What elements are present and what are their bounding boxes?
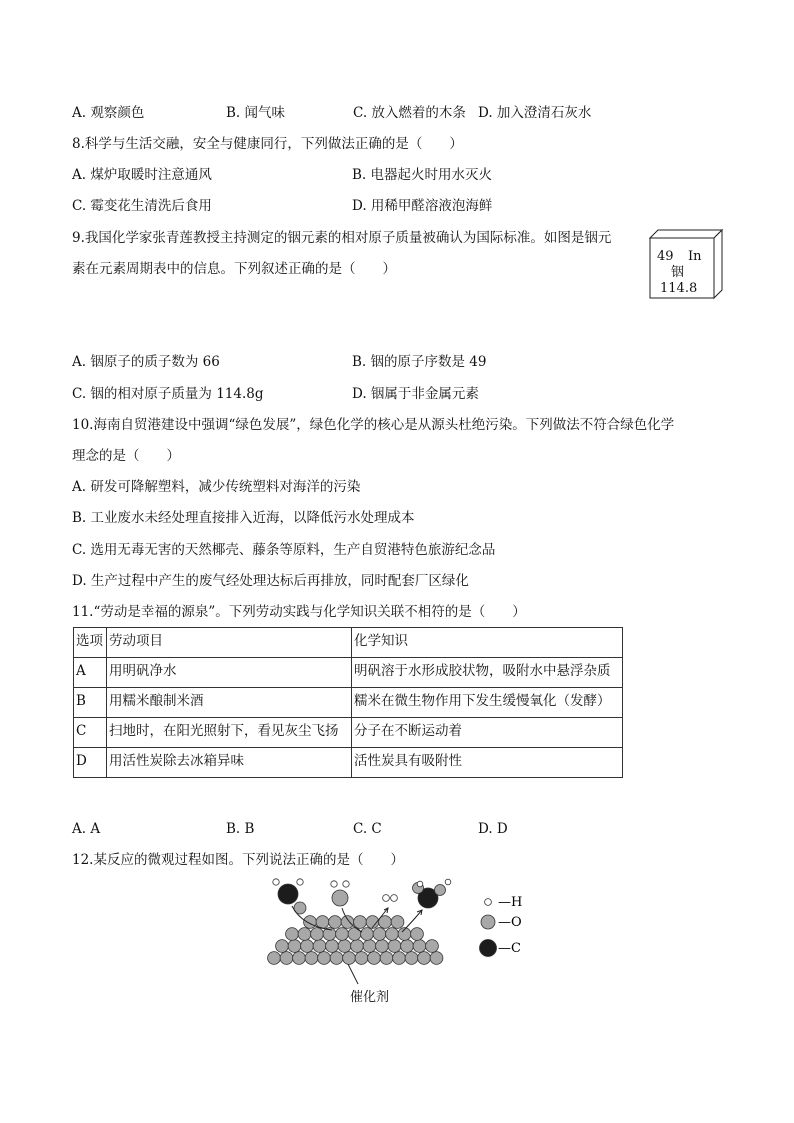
legend-oxygen-icon xyxy=(481,915,495,929)
q11-option-b: B. B xyxy=(226,821,255,837)
reaction-illustration xyxy=(262,876,542,986)
table-cell: A xyxy=(74,658,107,688)
q8-option-c: C. 霉变花生清洗后食用 xyxy=(72,198,212,214)
hydrogen-atom xyxy=(273,879,279,885)
catalyst-atom xyxy=(305,952,318,965)
catalyst-atom xyxy=(326,940,339,953)
catalyst-atom xyxy=(426,940,439,953)
catalyst-atom xyxy=(280,952,293,965)
catalyst-atom xyxy=(368,952,381,965)
legend-label: —C xyxy=(498,941,521,956)
table-cell: D xyxy=(74,748,107,778)
q11-stem: 11.“劳动是幸福的源泉”。下列劳动实践与化学知识关联不相符的是（ ） xyxy=(72,604,526,620)
catalyst-atom xyxy=(338,940,351,953)
element-name: 铟 xyxy=(671,265,685,280)
reaction-micro-diagram xyxy=(262,876,542,1006)
q9-stem-line1: 9.我国化学家张青莲教授主持测定的铟元素的相对原子质量被确认为国际标准。如图是铟元 xyxy=(72,230,612,246)
q9-option-c: C. 铟的相对原子质量为 114.8g xyxy=(72,386,264,402)
hydrogen-atom xyxy=(383,895,390,902)
hydrogen-atom xyxy=(331,881,337,887)
catalyst-atom xyxy=(298,928,311,941)
q10-option-a: A. 研发可降解塑料，减少传统塑料对海洋的污染 xyxy=(72,479,361,495)
table-row xyxy=(74,748,623,778)
element-atomic-number: 49 xyxy=(657,249,674,264)
catalyst-atom xyxy=(401,940,414,953)
catalyst-atom xyxy=(313,940,326,953)
catalyst-atom xyxy=(413,940,426,953)
catalyst-atom xyxy=(430,952,443,965)
catalyst-leader-line xyxy=(348,964,358,984)
table-row xyxy=(74,718,623,748)
q8-option-a: A. 煤炉取暖时注意通风 xyxy=(72,167,212,183)
hydrogen-atom xyxy=(343,881,349,887)
table-header-cell: 化学知识 xyxy=(352,628,623,658)
q11-option-a: A. A xyxy=(72,821,101,837)
catalyst-atom xyxy=(391,916,404,929)
catalyst-atom xyxy=(355,952,368,965)
table-cell: 分子在不断运动着 xyxy=(352,718,623,748)
catalyst-atom xyxy=(348,928,361,941)
hydrogen-atom xyxy=(391,895,398,902)
q11-option-c: C. C xyxy=(353,821,382,837)
table-cell: 明矾溶于水形成胶状物，吸附水中悬浮杂质 xyxy=(352,658,623,688)
q10-stem-line1: 10.海南自贸港建设中强调“绿色发展”，绿色化学的核心是从源头杜绝污染。下列做法不符合绿色化学 xyxy=(72,417,675,433)
catalyst-label: 催化剂 xyxy=(350,990,390,1005)
table-cell: 用明矾净水 xyxy=(107,658,352,688)
table-cell: 糯米在微生物作用下发生缓慢氧化（发酵） xyxy=(352,688,623,718)
catalyst-atom xyxy=(354,916,367,929)
q8-option-d: D. 用稀甲醛溶液泡海鲜 xyxy=(352,198,493,214)
hydrogen-atom xyxy=(417,881,423,887)
catalyst-atom xyxy=(301,940,314,953)
table-cell: 用糯米酿制米酒 xyxy=(107,688,352,718)
q10-option-b: B. 工业废水未经处理直接排入近海，以降低污水处理成本 xyxy=(72,510,415,526)
element-cell-indium xyxy=(648,228,724,300)
q10-option-c: C. 选用无毒无害的天然椰壳、藤条等原料，生产自贸港特色旅游纪念品 xyxy=(72,542,496,558)
table-cell: C xyxy=(74,718,107,748)
hydrogen-atom xyxy=(297,879,303,885)
catalyst-atom xyxy=(388,940,401,953)
table-header-cell: 劳动项目 xyxy=(107,628,352,658)
catalyst-atom xyxy=(405,952,418,965)
catalyst-atom xyxy=(351,940,364,953)
legend-carbon-icon xyxy=(480,940,497,957)
q7-option-d: D. 加入澄清石灰水 xyxy=(478,105,592,121)
catalyst-atom xyxy=(376,940,389,953)
q7-option-b: B. 闻气味 xyxy=(226,105,286,121)
hydrogen-atom xyxy=(445,879,451,885)
catalyst-atom xyxy=(386,928,399,941)
q9-option-a: A. 铟原子的质子数为 66 xyxy=(72,354,220,370)
catalyst-atom xyxy=(411,928,424,941)
table-row xyxy=(74,688,623,718)
q9-stem-line2: 素在元素周期表中的信息。下列叙述正确的是（ ） xyxy=(72,261,396,277)
element-atomic-mass: 114.8 xyxy=(660,281,698,296)
q10-stem-line2: 理念的是（ ） xyxy=(72,448,180,464)
q12-stem: 12.某反应的微观过程如图。下列说法正确的是（ ） xyxy=(72,852,404,868)
catalyst-atom xyxy=(276,940,289,953)
oxygen-atom xyxy=(435,885,446,896)
table-row xyxy=(74,658,623,688)
q9-option-b: B. 铟的原子序数是 49 xyxy=(352,354,487,370)
catalyst-atom xyxy=(288,940,301,953)
catalyst-atom xyxy=(373,928,386,941)
element-symbol: In xyxy=(688,249,702,264)
q11-table xyxy=(73,627,623,778)
catalyst-atom xyxy=(343,952,356,965)
table-cell: 用活性炭除去冰箱异味 xyxy=(107,748,352,778)
oxygen-atom xyxy=(332,890,348,906)
table-header-row xyxy=(74,628,623,658)
catalyst-atom xyxy=(293,952,306,965)
catalyst-atom xyxy=(304,916,317,929)
q7-option-c: C. 放入燃着的木条 xyxy=(353,105,466,121)
catalyst-atom xyxy=(330,952,343,965)
q11-option-d: D. D xyxy=(478,821,508,837)
legend-label: —H xyxy=(498,895,523,910)
q10-option-d: D. 生产过程中产生的废气经处理达标后再排放，同时配套厂区绿化 xyxy=(72,573,469,589)
catalyst-atom xyxy=(336,928,349,941)
carbon-atom xyxy=(278,884,298,904)
table-header-cell: 选项 xyxy=(74,628,107,658)
catalyst-atom xyxy=(418,952,431,965)
q9-option-d: D. 铟属于非金属元素 xyxy=(352,386,479,402)
table-cell: 活性炭具有吸附性 xyxy=(352,748,623,778)
catalyst-atom xyxy=(363,940,376,953)
catalyst-atom xyxy=(311,928,324,941)
catalyst-atom xyxy=(318,952,331,965)
catalyst-atom xyxy=(329,916,342,929)
catalyst-atom xyxy=(286,928,299,941)
catalyst-atom xyxy=(393,952,406,965)
catalyst-atom xyxy=(380,952,393,965)
catalyst-atom xyxy=(341,916,354,929)
legend-label: —O xyxy=(498,915,522,930)
table-cell: B xyxy=(74,688,107,718)
catalyst-atom xyxy=(268,952,281,965)
table-cell: 扫地时，在阳光照射下，看见灰尘飞扬 xyxy=(107,718,352,748)
q8-option-b: B. 电器起火时用水灭火 xyxy=(352,167,493,183)
q7-option-a: A. 观察颜色 xyxy=(72,105,145,121)
legend-hydrogen-icon xyxy=(485,899,492,906)
catalyst-atom xyxy=(361,928,374,941)
q8-stem: 8.科学与生活交融，安全与健康同行，下列做法正确的是（ ） xyxy=(72,136,463,152)
